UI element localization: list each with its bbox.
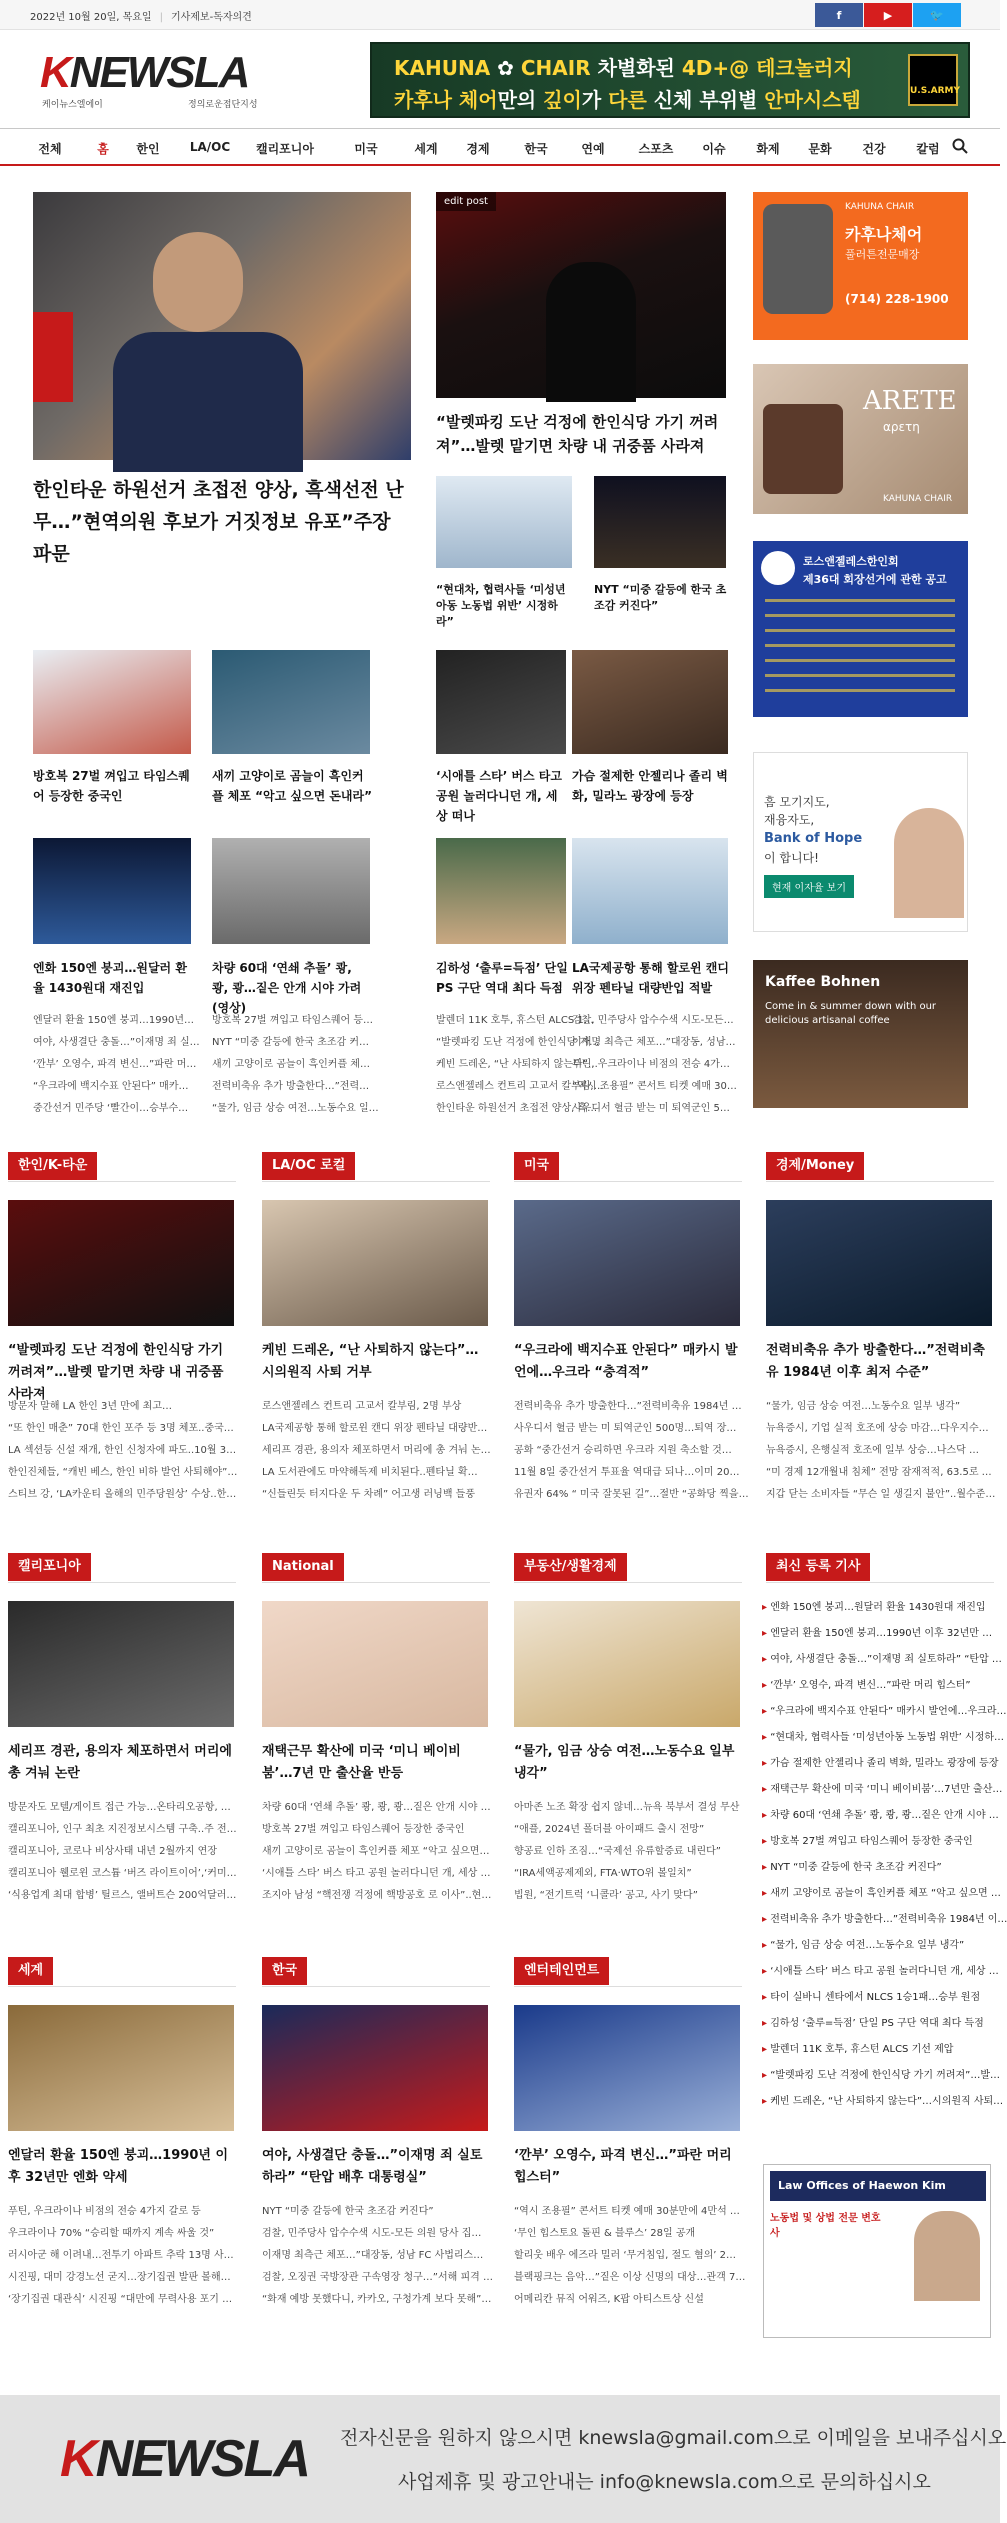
section-header-6 bbox=[514, 1553, 742, 1583]
nav-item-12[interactable]: 화제 bbox=[756, 142, 780, 156]
main-nav bbox=[0, 128, 1000, 166]
sublist-link[interactable]: 블랙핑크는 음악…”짙은 이상 신명의 대상…관객 7… bbox=[514, 2272, 746, 2283]
sublist-link[interactable]: 중간선거 민주당 ‘빨간이…승부수… bbox=[33, 1103, 189, 1114]
sublist-link[interactable]: 전력비축유 추가 방출한다…”전력비축유 1984년 … bbox=[514, 1401, 742, 1412]
sublist-link[interactable]: ‘장기집권 대관식’ 시진핑 “대만에 무력사용 포기 … bbox=[8, 2294, 233, 2305]
sublist-link[interactable]: 한인진체들, “캐빈 베스, 한인 비하 발언 사퇴해야”… bbox=[8, 1467, 238, 1478]
sublist-link[interactable]: 방호복 27벌 껴입고 타임스퀘어 등장한 중국인 bbox=[262, 1824, 465, 1835]
footer-partnership-text: 사업제휴 및 광고안내는 info@knewsla.com으로 문의하십시오 bbox=[398, 2471, 931, 2493]
logo-subtitle-right: 정의로운접단지성 bbox=[188, 100, 258, 110]
sublist-link[interactable]: 세리프 경관, 용의자 체포하면서 머리에 총 겨눠 논… bbox=[262, 1445, 491, 1456]
twitter-icon[interactable]: 🐦 bbox=[913, 3, 961, 27]
sublist-link[interactable]: “우크라에 백지수표 안된다” 매카… bbox=[33, 1081, 189, 1092]
grid2-title-2[interactable]: 김하성 ‘출루=득점’ 단일 PS 구단 역대 최다 득점 bbox=[436, 961, 568, 995]
sublist-link[interactable]: 한인타운 하원선거 초접전 양상, 흑… bbox=[436, 1103, 598, 1114]
tip-link[interactable]: 기사제보-독자의견 bbox=[170, 12, 252, 23]
sublist-link[interactable]: “미 경제 12개월내 침체” 전망 잠재적적, 63.5로 … bbox=[766, 1467, 992, 1478]
grid1-title-2[interactable]: ‘시애틀 스타’ 버스 타고 공원 놀러다니던 개, 세상 떠나 bbox=[436, 769, 562, 823]
s3-title-1[interactable]: 여야, 사생결단 충돌…”이재명 죄 실토하라” “탄압 배후 대통령실” bbox=[262, 2148, 483, 2185]
sublist-link[interactable]: 검찰, 민주당사 압수수색 시도-모든 의원 당사 집… bbox=[262, 2228, 482, 2239]
section-label[interactable]: 미국 bbox=[514, 1152, 559, 1180]
sublist-link[interactable]: NYT “미중 갈등에 한국 초조감 커진다” bbox=[262, 2206, 434, 2217]
sublist-link[interactable]: “애플, 2024년 폴더블 아이패드 출시 전망” bbox=[514, 1824, 705, 1835]
sublist-link[interactable]: 방문자도 모텔/게이트 접근 가능…온타리오공항, … bbox=[8, 1802, 231, 1813]
korean-association-notice-ad[interactable]: 로스앤젤레스한인회 제36대 회장선거에 관한 공고 bbox=[753, 541, 968, 717]
s3-sublist-1 bbox=[262, 2201, 493, 2311]
latest-article-link[interactable]: ▸ 재택근무 확산에 미국 ‘미니 베이비붐’…7년만 출산… bbox=[762, 1777, 992, 1803]
sublist-link[interactable]: 시진핑, 대미 강경노선 굳지…장기집권 발판 볼해… bbox=[8, 2272, 231, 2283]
s3-sublist-0 bbox=[8, 2201, 236, 2311]
edit-post-label[interactable]: edit post bbox=[436, 192, 496, 211]
latest-article-link[interactable]: ▸ 새끼 고양이로 곰늘이 흑인커플 체포 “악고 싶으면 … bbox=[762, 1881, 992, 1907]
nav-item-15[interactable]: 칼럼 bbox=[916, 142, 940, 156]
section-label[interactable]: National bbox=[262, 1553, 344, 1581]
grid2-sublist-1 bbox=[212, 1010, 379, 1120]
sublist-link[interactable]: 엔달러 환율 150엔 붕괴…1990년… bbox=[33, 1015, 195, 1026]
s2-sublist-2 bbox=[514, 1797, 742, 1907]
sublist-link[interactable]: 새끼 고양이로 곰늘이 흑인커플 체포 “악고 싶으면… bbox=[262, 1846, 490, 1857]
section-header-9 bbox=[262, 1957, 490, 1987]
kaffee-bohnen-ad[interactable]: Kaffee Bohnen Come in & summer down with our delicious artisanal coffee bbox=[753, 960, 968, 1108]
s2-photo-1[interactable] bbox=[262, 1601, 488, 1727]
grid2-sublist-3 bbox=[572, 1010, 737, 1120]
s1-title-3[interactable]: 전력비축유 추가 방출한다…”전력비축유 1984년 이후 최저 수준” bbox=[766, 1343, 985, 1380]
latest-article-link[interactable]: ▸ 엔화 150엔 붕괴…원달러 환율 1430원대 재진입 bbox=[762, 1595, 992, 1621]
nav-item-1[interactable]: 홈 bbox=[97, 142, 109, 156]
sublist-link[interactable]: “화재 예방 못했다니, 카카오, 구청가계 보다 못해”… bbox=[262, 2294, 492, 2305]
nav-item-6[interactable]: 세계 bbox=[414, 142, 438, 156]
s3-title-2[interactable]: ‘깐부’ 오영수, 파격 변신…”파란 머리 힙스터” bbox=[514, 2148, 732, 2185]
grid1-title-0[interactable]: 방호복 27벌 껴입고 타임스퀘어 등장한 중국인 bbox=[33, 769, 190, 803]
footer-unsubscribe-text: 전자신문을 원하지 않으시면 knewsla@gmail.com으로 이메일을 보내주십시오 bbox=[340, 2427, 1007, 2449]
grid1-photo-1[interactable] bbox=[212, 650, 370, 754]
grid2-sublist-2 bbox=[436, 1010, 604, 1120]
sublist-link[interactable]: “역시 조용필” 콘서트 티켓 예매 30분만에 4만석 … bbox=[514, 2206, 740, 2217]
sublist-link[interactable]: “발렛파킹 도난 걱정에 한인식당 가… bbox=[436, 1037, 600, 1048]
section-header-4 bbox=[8, 1553, 236, 1583]
s2-sublist-0 bbox=[8, 1797, 236, 1907]
grid2-photo-0[interactable] bbox=[33, 838, 191, 944]
sublist-link[interactable]: 새끼 고양이로 곰늘이 흑인커플 체… bbox=[212, 1059, 370, 1070]
section-label[interactable]: 엔터테인먼트 bbox=[514, 1957, 609, 1985]
latest-article-link[interactable]: ▸ 전력비축유 추가 방출한다…”전력비축유 1984년 이… bbox=[762, 1907, 992, 1933]
grid2-title-1[interactable]: 차량 60대 ‘연쇄 추돌’ 쾅, 쾅, 쾅…짙은 안개 시야 가려(영상) bbox=[212, 961, 362, 1015]
section-label[interactable]: 최신 등록 기사 bbox=[766, 1553, 870, 1581]
sublist-link[interactable]: 방호복 27벌 껴입고 타임스퀘어 등… bbox=[212, 1015, 374, 1026]
sublist-link[interactable]: 여야, 사생결단 충돌…”이재명 죄 실… bbox=[33, 1037, 200, 1048]
sublist-link[interactable]: 우크라이나 70% “승리할 때까지 계속 싸울 것” bbox=[8, 2228, 215, 2239]
grid2-sublist-0 bbox=[33, 1010, 200, 1120]
latest-article-link[interactable]: ▸ 타이 실바니 센타에서 NLCS 1승1패…승부 원점 bbox=[762, 1985, 992, 2011]
sublist-link[interactable]: 캘리포니아, 인구 최초 지진정보시스템 구축..주 전… bbox=[8, 1824, 237, 1835]
grid2-photo-1[interactable] bbox=[212, 838, 370, 944]
s3-photo-0[interactable] bbox=[8, 2005, 234, 2131]
section-header-10 bbox=[514, 1957, 742, 1987]
sublist-link[interactable]: 푸틴, 우크라이나 비점의 전승 4가… bbox=[572, 1059, 730, 1070]
s2-photo-0[interactable] bbox=[8, 1601, 234, 1727]
sublist-link[interactable]: 로스앤젤레스 컨트리 고교서 칼부림, 2명 부상 bbox=[262, 1401, 462, 1412]
sublist-link[interactable]: 검찰, 민주당사 압수수색 시도-모든… bbox=[572, 1015, 734, 1026]
latest-article-link[interactable]: ▸ “현대차, 협력사들 ‘미성년아동 노동법 위반’ 시정하… bbox=[762, 1725, 992, 1751]
sublist-link[interactable]: 캘리포니아 웰로윈 코스튬 ‘버즈 라이트이어’,‘커미… bbox=[8, 1868, 237, 1879]
sublist-link[interactable]: ‘무인 힙스토요 돌핀 & 블루스’ 28일 공개 bbox=[514, 2228, 696, 2239]
sublist-link[interactable]: 이재명 최측근 체포…”대장동, 성남 FC 사법리스… bbox=[262, 2250, 484, 2261]
header-ad-banner[interactable] bbox=[370, 42, 970, 118]
latest-article-link[interactable]: ▸ 김하성 ‘출루=득점’ 단일 PS 구단 역대 최다 득점 bbox=[762, 2011, 992, 2037]
sublist-link[interactable]: 뉴욕증시, 은행실적 호조에 일부 상승…나스닥 … bbox=[766, 1445, 979, 1456]
sublist-link[interactable]: 케빈 드레온, “난 사퇴하지 않는다”… bbox=[436, 1059, 598, 1070]
nav-item-9[interactable]: 연예 bbox=[581, 142, 605, 156]
section-label[interactable]: 한국 bbox=[262, 1957, 307, 1985]
latest-article-link[interactable]: ▸ 발렌더 11K 호투, 휴스턴 ALCS 기선 제압 bbox=[762, 2037, 992, 2063]
sublist-link[interactable]: “IRA세액공제제외, FTA·WTO위 볼일치” bbox=[514, 1868, 692, 1879]
sublist-link[interactable]: ‘깐부’ 오영수, 파격 변신…”파란 머… bbox=[33, 1059, 197, 1070]
s1-title-1[interactable]: 케빈 드레온, “난 사퇴하지 않는다”…시의원직 사퇴 거부 bbox=[262, 1343, 479, 1380]
logo-subtitle-left: 케이뉴스엘에이 bbox=[42, 100, 103, 110]
sublist-link[interactable]: 차량 60대 ‘연쇄 추돌’ 쾅, 쾅, 쾅…짙은 안개 시야 … bbox=[262, 1802, 491, 1813]
youtube-icon[interactable]: ▶ bbox=[864, 3, 912, 27]
nav-item-5[interactable]: 미국 bbox=[354, 142, 378, 156]
section-header-8 bbox=[8, 1957, 236, 1987]
site-footer bbox=[0, 2395, 1007, 2523]
site-header bbox=[0, 30, 1000, 128]
small-story-photo-1[interactable] bbox=[436, 476, 572, 568]
s1-photo-0[interactable] bbox=[8, 1200, 234, 1326]
sublist-link[interactable]: 방문자 말해 LA 한인 3년 만에 최고… bbox=[8, 1401, 172, 1412]
s3-photo-1[interactable] bbox=[262, 2005, 488, 2131]
lead-story-title[interactable]: 한인타운 하원선거 초접전 양상, 흑색선전 난무…”현역의원 후보가 거짓정보 유포”주장 파문 bbox=[33, 479, 404, 565]
lead-story-photo[interactable] bbox=[33, 192, 411, 460]
section-header-0 bbox=[8, 1152, 236, 1182]
facebook-icon[interactable]: f bbox=[815, 3, 863, 27]
section-label[interactable]: 부동산/생활경제 bbox=[514, 1553, 627, 1581]
small-story-photo-2[interactable] bbox=[594, 476, 726, 568]
grid1-title-3[interactable]: 가슴 절제한 안젤리나 졸리 벽화, 밀라노 광장에 등장 bbox=[572, 769, 728, 803]
sublist-link[interactable]: 사우디서 혈금 받는 미 퇴역군인 5… bbox=[572, 1103, 730, 1114]
top-date-line: 2022년 10월 20일, 목요일 | 기사제보-독자의견 bbox=[30, 12, 252, 23]
s2-title-1[interactable]: 재택근무 확산에 미국 ‘미니 베이비붐’…7년 만 출산율 반등 bbox=[262, 1744, 461, 1781]
s3-sublist-2 bbox=[514, 2201, 746, 2311]
latest-articles-list bbox=[762, 1595, 1007, 2115]
sublist-link[interactable]: 캘리포니아, 코로나 비상사태 내년 2월까지 연장 bbox=[8, 1846, 217, 1857]
s1-photo-1[interactable] bbox=[262, 1200, 488, 1326]
latest-article-link[interactable]: ▸ 가슴 절제한 안젤리나 졸리 벽화, 밀라노 광장에 등장 bbox=[762, 1751, 992, 1777]
small-story-title-1[interactable]: “현대차, 협력사들 ‘미성년아동 노동법 위반’ 시정하라” bbox=[436, 583, 566, 628]
sublist-link[interactable]: 전력비축유 추가 방출한다…”전력… bbox=[212, 1081, 370, 1092]
latest-article-link[interactable]: ▸ 엔달러 환율 150엔 붕괴…1990년 이후 32년만 … bbox=[762, 1621, 992, 1647]
sublist-link[interactable]: LA 섹션등 신설 재개, 한인 신청자에 파도..10월 3… bbox=[8, 1445, 237, 1456]
sublist-link[interactable]: 어메리칸 뮤직 어워즈, K팝 아티스트상 신설 bbox=[514, 2294, 704, 2305]
sublist-link[interactable]: 발렌더 11K 호투, 휴스턴 ALCS 1… bbox=[436, 1015, 594, 1026]
sublist-link[interactable]: 러시아군 해 이려내…전투기 아파트 추락 13명 사… bbox=[8, 2250, 234, 2261]
sublist-link[interactable]: “물가, 임금 상승 여전…노동수요 일… bbox=[212, 1103, 379, 1114]
nav-item-2[interactable]: 한인 bbox=[136, 142, 160, 156]
footer-logo[interactable]: KNEWSLA bbox=[60, 2430, 309, 2488]
section-header-3 bbox=[766, 1152, 994, 1182]
sublist-link[interactable]: 이재명 최측근 체포…”대장동, 성남… bbox=[572, 1037, 736, 1048]
arete-chair-ad[interactable]: ARETE αρετη KAHUNA CHAIR bbox=[753, 364, 968, 514]
sublist-link[interactable]: 뉴욕증시, 기업 실적 호조에 상승 마감…다우지수… bbox=[766, 1423, 989, 1434]
grid1-photo-3[interactable] bbox=[572, 650, 728, 754]
grid2-title-3[interactable]: LA국제공항 통해 할로윈 캔디 위장 펜타닐 대량반입 적발 bbox=[572, 961, 729, 995]
s3-title-0[interactable]: 엔달러 환율 150엔 붕괴…1990년 이후 32년만 엔화 약세 bbox=[8, 2148, 229, 2185]
latest-article-link[interactable]: ▸ 차량 60대 ‘연쇄 추돌’ 쾅, 쾅, 쾅…짙은 안개 시야 … bbox=[762, 1803, 992, 1829]
sublist-link[interactable]: LA 도서관에도 마약해독제 비치된다..펜타닐 확… bbox=[262, 1467, 478, 1478]
sublist-link[interactable]: “신들린듯 터지다운 두 차례” 어고생 러닝백 들풍 bbox=[262, 1489, 475, 1500]
sublist-link[interactable]: “물가, 임금 상승 여전…노동수요 일부 냉각” bbox=[766, 1401, 960, 1412]
site-logo[interactable]: KNEWSLA bbox=[40, 48, 249, 97]
sublist-link[interactable]: 지갑 닫는 소비자들 “무슨 일 생길지 불안”..월수준… bbox=[766, 1489, 996, 1500]
small-story-title-2[interactable]: NYT “미중 갈등에 한국 초조감 커진다” bbox=[594, 583, 727, 612]
bank-rate-button[interactable]: 현재 이자율 보기 bbox=[764, 875, 854, 898]
law-office-ad[interactable]: Law Offices of Haewon Kim 노동법 및 상법 전문 변호사 bbox=[763, 2164, 991, 2338]
latest-article-link[interactable]: ▸ 방호복 27벌 껴입고 타임스퀘어 등장한 중국인 bbox=[762, 1829, 992, 1855]
bank-of-hope-ad[interactable]: 흠 모기지도, 재융자도, Bank of Hope 이 합니다! 현재 이자율 보기 bbox=[753, 752, 968, 932]
latest-article-link[interactable]: ▸ “발렛파킹 도난 걱정에 한인식당 가기 꺼려져”…발… bbox=[762, 2063, 992, 2089]
sublist-link[interactable]: LA국제공항 통해 할로윈 캔디 위장 펜타닐 대량반… bbox=[262, 1423, 488, 1434]
sublist-link[interactable]: 조지아 남성 “핵전쟁 걱정에 핵방공호 로 이사”..현… bbox=[262, 1890, 492, 1901]
sublist-link[interactable]: 사우디서 혈금 받는 미 퇴역군인 500명…퇴역 장… bbox=[514, 1423, 737, 1434]
section-label[interactable]: LA/OC 로컬 bbox=[262, 1152, 355, 1180]
s1-sublist-3 bbox=[766, 1396, 994, 1506]
nav-item-7[interactable]: 경제 bbox=[466, 142, 490, 156]
nav-item-8[interactable]: 한국 bbox=[524, 142, 548, 156]
sublist-link[interactable]: 할리웃 배우 에즈라 밀러 ‘무거침입, 절도 혐의’ 2… bbox=[514, 2250, 737, 2261]
sublist-link[interactable]: 공화 “중간선거 승리하면 우크라 지원 축소할 것… bbox=[514, 1445, 732, 1456]
grid2-photo-3[interactable] bbox=[572, 838, 728, 944]
grid1-photo-2[interactable] bbox=[436, 650, 566, 754]
s1-title-2[interactable]: “우크라에 백지수표 안된다” 매카시 발언에…우크라 “충격적” bbox=[514, 1343, 738, 1380]
sublist-link[interactable]: “역시 조용필” 콘서트 티켓 예매 30… bbox=[572, 1081, 737, 1092]
s1-sublist-2 bbox=[514, 1396, 749, 1506]
section-header-7 bbox=[766, 1553, 994, 1583]
section-header-2 bbox=[514, 1152, 742, 1182]
sublist-link[interactable]: 11월 8일 중간선거 투표율 역대급 되나…이미 20… bbox=[514, 1467, 740, 1478]
nav-item-0[interactable]: 전체 bbox=[38, 142, 62, 156]
section-label[interactable]: 한인/K-타운 bbox=[8, 1152, 97, 1180]
grid2-title-0[interactable]: 엔화 150엔 붕괴…원달러 환율 1430원대 재진입 bbox=[33, 961, 187, 995]
search-icon[interactable] bbox=[952, 138, 968, 154]
grid1-photo-0[interactable] bbox=[33, 650, 191, 754]
section-header-1 bbox=[262, 1152, 490, 1182]
sublist-link[interactable]: 아마존 노조 확장 쉽지 않네…뉴욕 북부서 결성 무산 bbox=[514, 1802, 740, 1813]
army-badge: U.S.ARMY bbox=[908, 54, 958, 106]
latest-article-link[interactable]: ▸ 케빈 드레온, “난 사퇴하지 않는다”…시의원직 사퇴… bbox=[762, 2089, 992, 2115]
s1-sublist-1 bbox=[262, 1396, 490, 1506]
s2-photo-2[interactable] bbox=[514, 1601, 740, 1727]
nav-item-13[interactable]: 문화 bbox=[808, 142, 832, 156]
section-header-5 bbox=[262, 1553, 490, 1583]
s1-sublist-0 bbox=[8, 1396, 236, 1506]
latest-article-link[interactable]: ▸ “물가, 임금 상승 여전…노동수요 일부 냉각” bbox=[762, 1933, 992, 1959]
grid2-photo-2[interactable] bbox=[436, 838, 566, 944]
top-bar bbox=[0, 0, 1000, 30]
s2-sublist-1 bbox=[262, 1797, 490, 1907]
sublist-link[interactable]: NYT “미중 갈등에 한국 초조감 커… bbox=[212, 1037, 370, 1048]
nav-item-4[interactable]: 캘리포니아 bbox=[256, 142, 314, 156]
s1-photo-3[interactable] bbox=[766, 1200, 992, 1326]
sublist-link[interactable]: ‘시애틀 스타’ 버스 타고 공원 놀러다니던 개, 세상 … bbox=[262, 1868, 491, 1879]
s1-photo-2[interactable] bbox=[514, 1200, 740, 1326]
sublist-link[interactable]: “또 한인 매춘” 70대 한인 포주 등 3명 체포..중국… bbox=[8, 1423, 234, 1434]
kahuna-chair-ad[interactable]: KAHUNA CHAIR 카후나체어 풀러튼전문매장 (714) 228-1900 bbox=[753, 192, 968, 340]
banner-line-1: KAHUNA ✿ CHAIR 차별화된 4D+@ 테크놀러지 bbox=[394, 56, 853, 80]
sublist-link[interactable]: ‘식용업계 최대 합병’ 틸르스, 앨버트슨 200억달러… bbox=[8, 1890, 237, 1901]
nav-item-14[interactable]: 건강 bbox=[862, 142, 886, 156]
grid1-title-1[interactable]: 새끼 고양이로 곰늘이 흑인커플 체포 “악고 싶으면 돈내라” bbox=[212, 769, 372, 803]
sublist-link[interactable]: 유권자 64% “ 미국 잘못된 길”…절반 “공화당 찍을… bbox=[514, 1489, 749, 1500]
sublist-link[interactable]: 스티브 강, ‘LA카운티 올해의 민주당원상’ 수상..한… bbox=[8, 1489, 237, 1500]
feature-story-title[interactable]: “발렛파킹 도난 걱정에 한인식당 가기 꺼려져”…발렛 맡기면 차량 내 귀중품 사라져 bbox=[436, 413, 719, 455]
feature-story-photo[interactable] bbox=[436, 192, 726, 398]
s2-title-0[interactable]: 세리프 경관, 용의자 체포하면서 머리에 총 겨눠 논란 bbox=[8, 1744, 232, 1781]
sublist-link[interactable]: 향공료 인하 조짐…“국제선 유류할증료 내린다” bbox=[514, 1846, 721, 1857]
section-label[interactable]: 캘리포니아 bbox=[8, 1553, 91, 1581]
nav-item-10[interactable]: 스포츠 bbox=[638, 142, 674, 156]
s2-title-2[interactable]: “물가, 임금 상승 여전…노동수요 일부 냉각” bbox=[514, 1744, 735, 1781]
date-text: 2022년 10월 20일, 목요일 bbox=[30, 12, 152, 23]
section-label[interactable]: 경제/Money bbox=[766, 1152, 864, 1180]
sublist-link[interactable]: 빕원, “전기트럭 ‘니콜라’ 공고, 사기 맞다” bbox=[514, 1890, 698, 1901]
latest-article-link[interactable]: ▸ NYT “미중 갈등에 한국 초조감 커진다” bbox=[762, 1855, 992, 1881]
sublist-link[interactable]: 검찰, 오징권 국방장관 구속영장 청구…”서해 피격 … bbox=[262, 2272, 493, 2283]
latest-article-link[interactable]: ▸ 여야, 사생결단 충돌…”이재명 죄 실토하라” “탄압 … bbox=[762, 1647, 992, 1673]
section-label[interactable]: 세계 bbox=[8, 1957, 53, 1985]
latest-article-link[interactable]: ▸ ‘깐부’ 오영수, 파격 변신…”파란 머리 힙스터” bbox=[762, 1673, 992, 1699]
s3-photo-2[interactable] bbox=[514, 2005, 740, 2131]
s1-title-0[interactable]: “발렛파킹 도난 걱정에 한인식당 가기 꺼려져”…발렛 맡기면 차량 내 귀중품 사라져 bbox=[8, 1343, 224, 1402]
latest-article-link[interactable]: ▸ ‘시애틀 스타’ 버스 타고 공원 놀러다니던 개, 세상 … bbox=[762, 1959, 992, 1985]
latest-article-link[interactable]: ▸ “우크라에 백지수표 안된다” 매카시 발언에…우크라… bbox=[762, 1699, 992, 1725]
nav-item-3[interactable]: LA/OC bbox=[189, 140, 231, 154]
sublist-link[interactable]: 로스앤젤레스 컨트리 고교서 칼부림,… bbox=[436, 1081, 604, 1092]
banner-line-2: 카후나 체어만의 깊이가 다른 신체 부위별 안마시스템 bbox=[394, 88, 861, 112]
sublist-link[interactable]: 푸틴, 우크라이나 비점의 전승 4가지 갈로 등 bbox=[8, 2206, 201, 2217]
nav-item-11[interactable]: 이슈 bbox=[702, 142, 726, 156]
